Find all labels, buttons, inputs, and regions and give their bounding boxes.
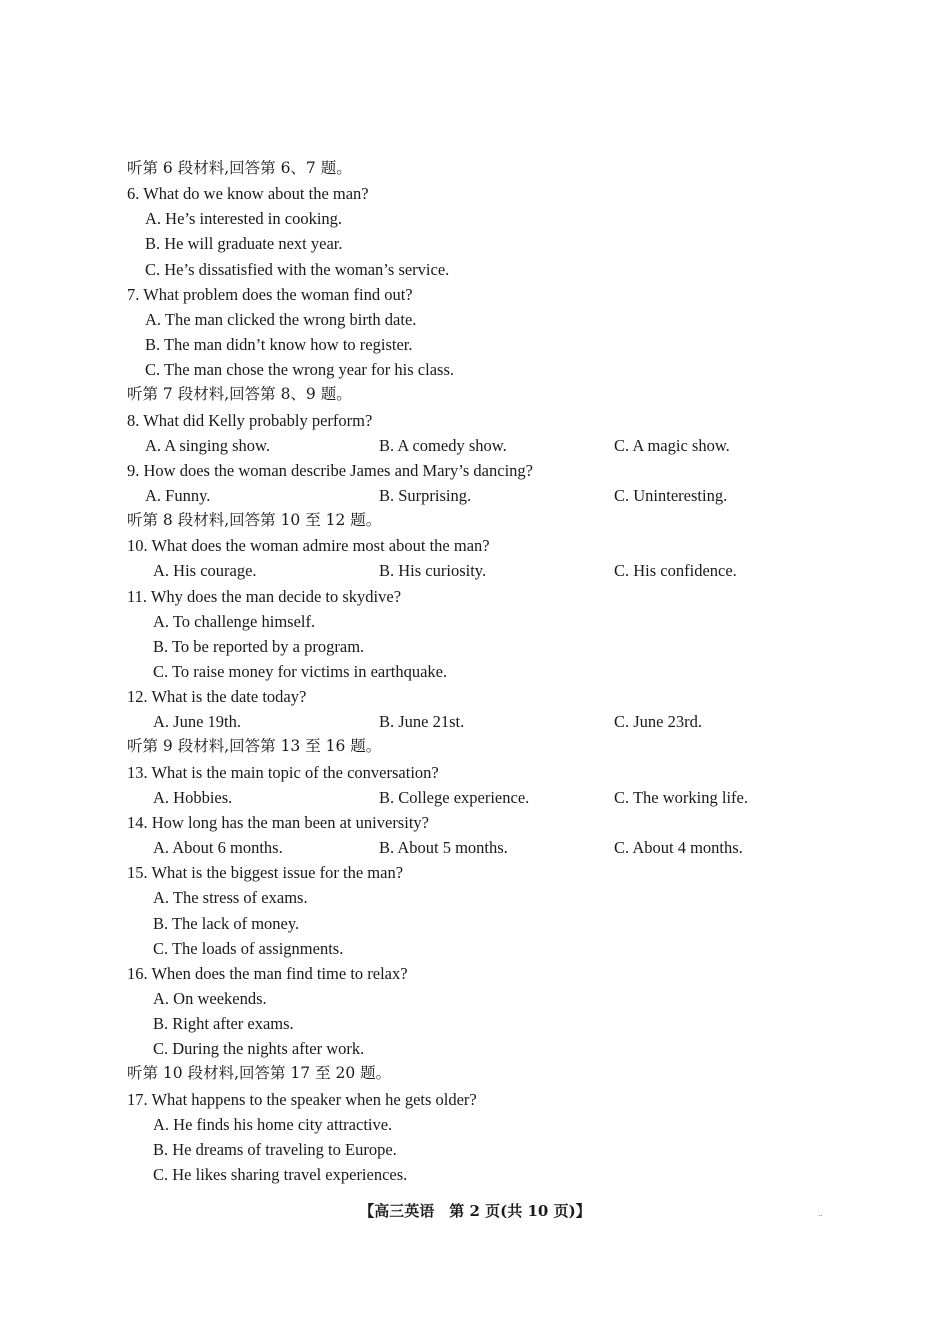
- answer-option-b: B. June 21st.: [379, 712, 465, 732]
- answer-option-b: B. Surprising.: [379, 485, 472, 505]
- section-heading: 听第 8 段材料,回答第 10 至 12 题。: [127, 511, 382, 530]
- answer-option: C. To raise money for victims in earthquake.: [153, 662, 448, 681]
- answer-row: [0, 785, 950, 810]
- section-heading: 听第 6 段材料,回答第 6、7 题。: [127, 159, 352, 177]
- answer-option: A. On weekends.: [153, 988, 267, 1008]
- question-text: 6. What do we know about the man?: [127, 184, 369, 204]
- question-text: 15. What is the biggest issue for the man?: [127, 863, 404, 883]
- answer-option-a: A. Hobbies.: [153, 787, 233, 807]
- answer-option-a: A. Funny.: [145, 485, 211, 505]
- answer-option: A. To challenge himself.: [153, 611, 316, 631]
- answer-option-a: A. June 19th.: [153, 712, 241, 732]
- answer-row: [0, 558, 950, 583]
- answer-option-c: C. About 4 months.: [614, 838, 743, 858]
- answer-option-b: B. A comedy show.: [379, 435, 507, 455]
- answer-option: A. He finds his home city attractive.: [153, 1114, 393, 1134]
- answer-option-a: A. A singing show.: [145, 435, 270, 455]
- question-text: 10. What does the woman admire most about the man?: [127, 536, 490, 556]
- question-text: 13. What is the main topic of the conversation?: [127, 762, 439, 782]
- question-text: 7. What problem does the woman find out?: [127, 284, 413, 304]
- answer-option-b: B. His curiosity.: [379, 561, 487, 581]
- question-text: 11. Why does the man decide to skydive?: [127, 586, 402, 606]
- question-text: 9. How does the woman describe James and Mary’s dancing?: [127, 460, 533, 480]
- answer-row: [0, 709, 950, 734]
- answer-option-a: A. About 6 months.: [153, 838, 283, 858]
- answer-option: B. To be reported by a program.: [153, 636, 365, 656]
- section-heading: 听第 10 段材料,回答第 17 至 20 题。: [127, 1064, 392, 1083]
- answer-option: A. He’s interested in cooking.: [145, 209, 343, 229]
- answer-option: B. Right after exams.: [153, 1014, 294, 1034]
- answer-row: [0, 835, 950, 860]
- answer-option-b: B. About 5 months.: [379, 838, 508, 858]
- answer-option-c: C. A magic show.: [614, 435, 730, 455]
- answer-option-c: C. The working life.: [614, 787, 748, 807]
- answer-option-c: C. Uninteresting.: [614, 485, 728, 505]
- answer-option: A. The man clicked the wrong birth date.: [145, 309, 417, 329]
- answer-option: C. The man chose the wrong year for his class.: [145, 360, 454, 380]
- answer-option: A. The stress of exams.: [153, 888, 308, 908]
- answer-option: B. The man didn’t know how to register.: [145, 335, 413, 355]
- answer-option: C. He’s dissatisfied with the woman’s service.: [145, 259, 450, 279]
- answer-row: [0, 433, 950, 458]
- answer-option: B. The lack of money.: [153, 913, 300, 933]
- question-text: 12. What is the date today?: [127, 687, 307, 707]
- corner-mark: ..: [818, 1208, 823, 1218]
- answer-option: C. The loads of assignments.: [153, 938, 344, 958]
- answer-option: C. He likes sharing travel experiences.: [153, 1165, 408, 1184]
- answer-option-b: B. College experience.: [379, 787, 530, 807]
- question-text: 16. When does the man find time to relax?: [127, 963, 408, 983]
- question-text: 8. What did Kelly probably perform?: [127, 410, 373, 430]
- section-heading: 听第 7 段材料,回答第 8、9 题。: [127, 385, 352, 404]
- page-footer: 【高三英语 第 2 页(共 10 页)】: [359, 1202, 591, 1220]
- answer-option: C. During the nights after work.: [153, 1039, 365, 1059]
- question-text: 17. What happens to the speaker when he gets older?: [127, 1089, 477, 1109]
- answer-option-c: C. June 23rd.: [614, 712, 702, 732]
- answer-option-a: A. His courage.: [153, 561, 257, 581]
- section-heading: 听第 9 段材料,回答第 13 至 16 题。: [127, 737, 382, 756]
- answer-option: B. He dreams of traveling to Europe.: [153, 1139, 397, 1159]
- answer-row: [0, 483, 950, 508]
- answer-option: B. He will graduate next year.: [145, 234, 343, 254]
- answer-option-c: C. His confidence.: [614, 561, 737, 581]
- question-text: 14. How long has the man been at university?: [127, 812, 429, 832]
